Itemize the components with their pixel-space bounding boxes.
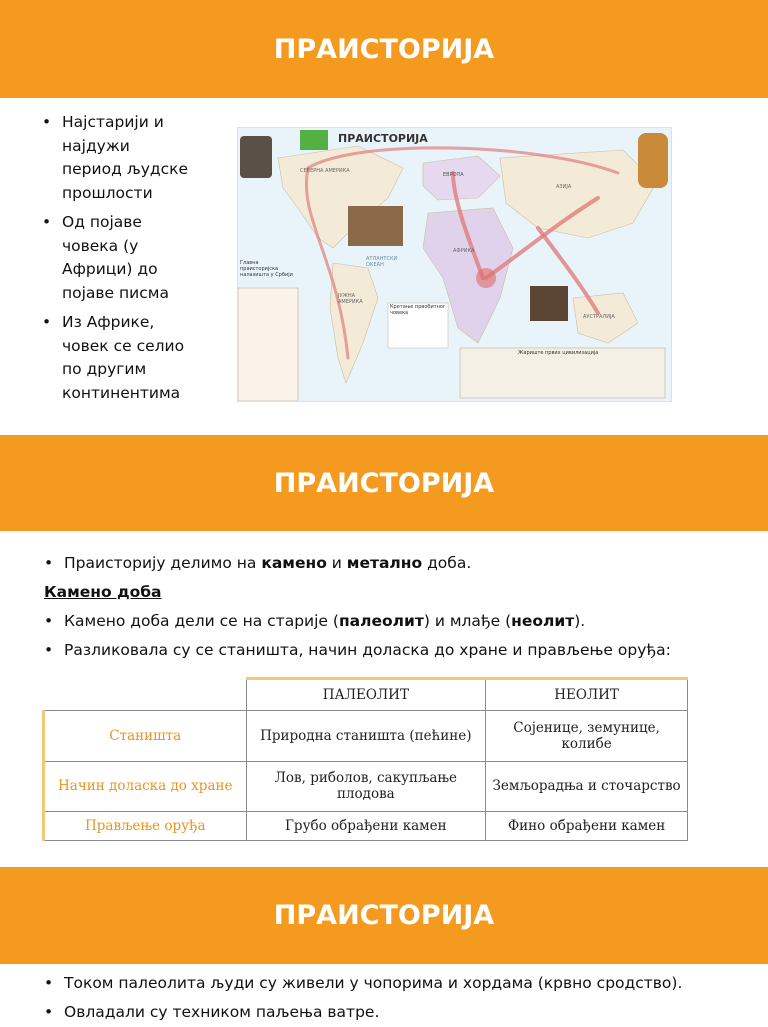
- table-cell: Природна станишта (пећине): [246, 711, 486, 762]
- table-header-row: [44, 679, 688, 711]
- text-run: и: [326, 554, 347, 572]
- map-label-serbia-inset: Главна праисторијска налазишта у Србији: [240, 260, 293, 278]
- list-item: • Током палеолита људи су живели у чопорима и хордама (крвно сродство).: [44, 969, 744, 998]
- text-run: Камено доба дели се на старије (: [64, 612, 339, 630]
- list-item: [44, 549, 744, 578]
- table-row: [44, 711, 688, 762]
- table-cell: Сојенице, земунице, колибе: [486, 711, 688, 762]
- map-label-cradle-inset: Жариште првих цивилизација: [518, 350, 599, 356]
- map-label-south-america: ЈУЖНА АМЕРИКА: [338, 293, 363, 305]
- section-1-title: ПРАИСТОРИЈА: [273, 33, 495, 65]
- map-label-australia: АУСТРАЛИЈА: [583, 314, 615, 320]
- column-header-neolithic: НЕОЛИТ: [486, 679, 688, 711]
- section-2-content: [44, 549, 744, 665]
- section-3-bullet-list: [44, 969, 744, 1027]
- row-label-tools: Прављење оруђа: [44, 812, 247, 841]
- bold-term-neolithic: неолит: [511, 612, 575, 630]
- table-cell: Грубо обрађени камен: [246, 812, 486, 841]
- section-1-title-band: [0, 0, 768, 98]
- list-item: • Најстарији и најдужи период људске прошлости: [42, 111, 192, 205]
- row-label-food: Начин доласка до хране: [44, 761, 247, 812]
- bold-term-metal: метално: [346, 554, 423, 572]
- bold-term-paleolithic: палеолит: [338, 612, 424, 630]
- list-item: • Из Африке, човек се селио по другим континентима: [42, 311, 192, 405]
- section-2-title-band: [0, 435, 768, 531]
- serbia-inset-map: [238, 288, 298, 401]
- table-cell: Земљорадња и сточарство: [486, 761, 688, 812]
- map-logo: [300, 130, 328, 150]
- map-label-asia: АЗИЈА: [556, 184, 572, 190]
- stone-tool-photo: [530, 286, 568, 321]
- cave-painting-photo: [348, 206, 403, 246]
- map-label-europe: ЕВРОПА: [443, 172, 464, 178]
- table-corner: [44, 679, 247, 711]
- map-label-north-america: СЕВЕРНА АМЕРИКА: [300, 168, 350, 174]
- prehistory-world-map: [237, 127, 672, 402]
- table-row: [44, 812, 688, 841]
- text-run: ) и млађе (: [423, 612, 512, 630]
- table-cell: Фино обрађени камен: [486, 812, 688, 841]
- section-2-title: ПРАИСТОРИЈА: [273, 467, 495, 499]
- venus-figurine-photo: [638, 133, 668, 188]
- text-run: ).: [574, 612, 586, 630]
- list-item: • Разликовала су се станишта, начин доласка до хране и прављење оруђа:: [44, 636, 744, 665]
- section-1-bullet-list: [42, 111, 192, 411]
- section-3-title-band: [0, 867, 768, 964]
- origin-marker: [476, 268, 496, 288]
- map-title: ПРАИСТОРИЈА: [338, 132, 428, 145]
- paleolithic-neolithic-table: [42, 677, 688, 841]
- map-label-atlantic: АТЛАНТСКИ ОКЕАН: [366, 256, 398, 268]
- row-label-habitats: Станишта: [44, 711, 247, 762]
- stone-age-subheading: Камено доба: [44, 583, 162, 601]
- map-legend-title: Кретање првобитног човека: [390, 304, 446, 316]
- column-header-paleolithic: ПАЛЕОЛИТ: [246, 679, 486, 711]
- list-item: [44, 607, 744, 636]
- table-cell: Лов, риболов, сакупљање плодова: [246, 761, 486, 812]
- list-item: • Од појаве човека (у Африци) до појаве писма: [42, 211, 192, 305]
- list-item: • Овладали су техником паљења ватре.: [44, 998, 744, 1027]
- figurine-photo: [240, 136, 272, 178]
- bold-term-stone: камено: [261, 554, 327, 572]
- table-row: [44, 761, 688, 812]
- section-3-title: ПРАИСТОРИЈА: [273, 900, 495, 931]
- text-run: доба.: [422, 554, 472, 572]
- map-label-africa: АФРИКА: [453, 248, 475, 254]
- text-run: Праисторију делимо на: [64, 554, 262, 572]
